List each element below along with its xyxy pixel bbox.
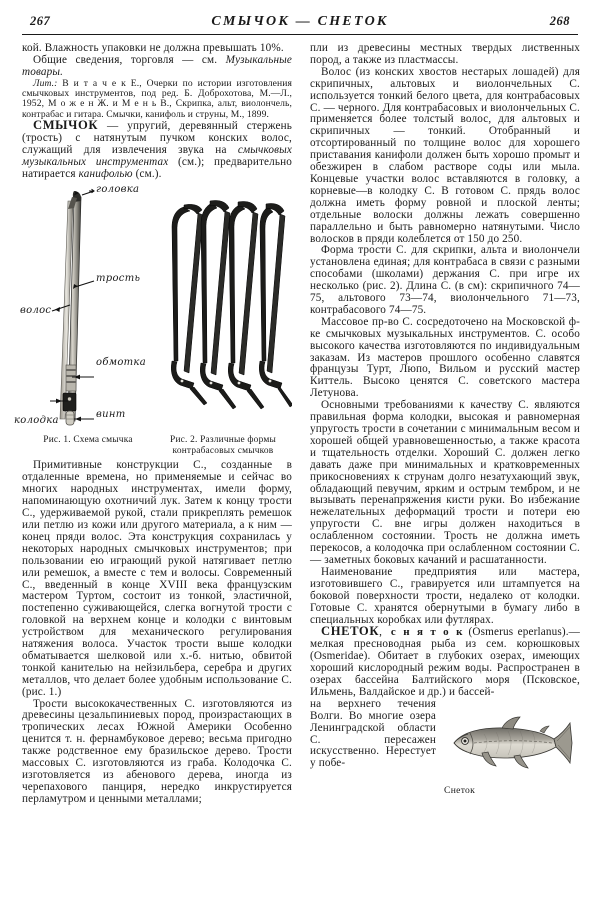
label-bow-frog: колодка — [14, 415, 59, 427]
paragraph-snetok-tail: на верхнего течения Волги. Во многие озера Ленинградской области С. пересажен искусственно. Нерестует у побе- — [310, 697, 436, 770]
fish-caption: Снеток — [444, 784, 476, 796]
header-rule — [22, 34, 578, 35]
label-bow-screw: винт — [96, 409, 126, 421]
label-bow-winding: обмотка — [96, 357, 146, 369]
paragraph-hair: Волос (из конских хвостов нестарых лошадей) для скрипичных, альтовых и виолончельных С. используется тонкий белого цвета, для контрабасовых С. — черного. Для контрабасовых и виолончельных С. применяется более толстый волос, для альтовых и скрипичных — тонкий. Отобранный и отсортированный по толщине волос для хорошего приставания канифоли должен быть хорошо промыт и обезжирен в слабом растворе соды или мыла. Концевые участки волос вставляются в головку, а корневые—в колодку С. В готовом С. прядь волос должна иметь форму ровной и плоской ленты; отдельные волоски должны лежать совершенно параллельно и быть равномерно натянутыми. Число волосков в пряди колеблется от 150 до 250. — [310, 65, 580, 245]
entry-body-2: (см.); предварительно натирается — [22, 155, 292, 180]
tail-row — [310, 699, 580, 796]
figure-captions — [22, 435, 292, 456]
general-info-crossref: Музыкальные товары. — [22, 53, 292, 78]
entry-body-1: — упругий, деревянный стержень (трость) с натянутым пучком конских волос, служащий для извлечения звука на — [22, 119, 292, 156]
column-container — [14, 42, 581, 806]
figure-1-caption: Рис. 1. Схема смычка — [43, 435, 133, 446]
entry-crossref-rosin: канифолью — [78, 167, 133, 180]
figure-2-caption: Рис. 2. Различные формы контрабасовых смычков — [170, 435, 276, 456]
general-info-lead: Общие сведения, торговля — см. — [33, 53, 226, 66]
label-bow-stick: трость — [96, 273, 141, 285]
figure-1-bow-diagram — [14, 184, 162, 433]
paragraph-sticks-material: Трости высококачественных С. изготовляются из древесины цезальпиниевых пород, произрастающих в тропических лесах Южной Америки Особенно ценится т. н. фернамбуковое дерево; весьма пригодно также родственное ему бразильское дерево. Трости массовых С. изготовляются из граба. Колодочка С. изготовляется из абенового дерева, иногда из черепахового панциря, нередко инкрустируется перламутром и ценными металлами; — [22, 697, 292, 805]
contrabass-bows-svg — [164, 193, 292, 433]
entry-headword-variant: с н я т о к — [390, 626, 465, 639]
entry-snetok-body: мелкая пресноводная рыба из сем. корюшковых (Osmeridae). Обитает в глубоких озерах, имеющих хороший кислородный режим воды. Распространен в озерах бассейна Балтийского моря (Псковское, Ильмень, Валдайское и др.) и бассей- — [310, 638, 580, 698]
paragraph-mass-production: Массовое пр-во С. сосредоточено на Московской ф-ке смычковых музыкальных инструментов. С. особо высокого качества изготовляются по индивидуальным заказам. Из мастеров прошлого особенно славятся французы Турт, Люпо, Вильом и русский мастер Киттель. Высоко ценятся С. советского мастера Летунова. — [310, 315, 580, 400]
label-bow-hair: волос — [20, 305, 52, 317]
left-column — [14, 42, 292, 806]
bibliography-note — [22, 79, 292, 120]
entry-smychok — [22, 117, 292, 181]
entry-headword-smychok: СМЫЧОК — [33, 117, 99, 132]
folio-right: 268 — [549, 14, 570, 28]
entry-headword-snetok: СНЕТОК — [321, 624, 380, 639]
paragraph-quality-requirements: Основными требованиями к качеству С. являются правильная форма колодки, высокая и равномерная упругость трости в сочетании с минимальным весом и хорошей общей уравновешенностью, а также красота и тщательность отделки. Хороший С. должен легко давать даже при минимальных и кратковременных прикосновениях к струнам долго незатухающий звук, обладающий певучим, ярким и острым тембром, и не вызывать перенапряжения кисти руки. Во избежание нежелательных деформаций трости и потери ею упругости С. вне игры должен находиться в ослабленном состоянии. Трость не должна иметь перекосов, а колодочка при ослабленном состоянии С. — заметных боковых качаний и расшатанности. — [310, 399, 580, 566]
figure-2-contrabass-bows — [164, 193, 292, 433]
label-bow-head: головка — [96, 184, 140, 196]
figure-block — [14, 184, 292, 456]
page-title: СМЫЧОК — СНЕТОК — [211, 14, 389, 29]
paragraph-general-info — [22, 55, 292, 79]
figure-fish — [444, 699, 578, 796]
right-column — [310, 43, 580, 796]
paragraph-continuation: кой. Влажность упаковки не должна превышать 10%. — [22, 42, 284, 54]
paragraph-stick-form: Форма трости С. для скрипки, альта и виолончели установлена единая; для контрабаса в связи с разными способами (школами) держания С. при игре их несколько (рис. 2). Длина С. (в см): скрипичного 74—75, альтового 73—74, виолончельного 71—73, контрабасового 74—75. — [310, 244, 580, 316]
running-head — [22, 14, 578, 34]
bibliography-label: Лит.: — [33, 77, 58, 89]
smelt-fish-svg — [444, 709, 578, 775]
entry-latin-name: (Osmerus eperlanus).— — [468, 626, 581, 639]
paragraph-continuation-right: пли из древесины местных твердых лиственных пород, а также из пластмассы. — [310, 42, 580, 66]
entry-crossref-instruments: смычковых музыкальных инструментах — [22, 143, 292, 168]
paragraph-primitive-designs: Примитивные конструкции С., созданные в отдаленные времена, но применяемые и сейчас во многих народных инструментах, имели форму, напоминающую охотничий лук. Затем к концу трости С., удерживаемой рукой, стали прикреплять ремешок или петлю из кожи или другого материала, а к ним — конец пряди волос. Эта конструкция сохранилась у некоторых народных смычковых инструментов; при пользовании ею играющий рукой натягивает петлю или ремешок, а вместе с тем и волосы. Современный С., введенный в конце XVIII века французским мастером Туртом, состоит из тонкой, эластичной, постепенно суживающейся, слегка вогнутой трости с головкой на верхнем конце и колодки с винтовым устройством для механического регулирования натяжения волоса. Участок трости выше колодки обматывается шелковой или х.-б. нитью, обвитой тонкой канителью на нейзильбера, серебра и других металлов, что делает более удобным использование С. (рис. 1.) — [22, 459, 292, 698]
entry-snetok: СНЕТОК, с н я т о к (Osmerus eperlanus).—мелкая пресноводная рыба из сем. корюшковых (Osmeridae). Обитает в глубоких озерах, имеющих хороший кислородный режим воды. Распространен в озерах бассейна Балтийского моря (Псковское, Ильмень, Валдайское и др.) и бассей- — [310, 624, 581, 698]
entry-body-3: (см.). — [132, 167, 162, 180]
folio-left: 267 — [30, 14, 51, 28]
bibliography-body: В и т а ч е к Е., Очерки по истории изготовления смычковых инструментов, под ред. Б. Доброхотова, М.—Л., 1952, М о ж е н Ж. и М е н ь В., Скрипка, альт, виолончель, контрабас и гитара. Смычки, канифоль и струны, М., 1899. — [22, 77, 292, 120]
paragraph-marking-storage: Наименование предприятия или мастера, изготовившего С., гравируется или штампуется на боковой поверхности трости, недалеко от колодки. Готовые С. хранятся обернутыми в бумагу либо в специальных коробках или футлярах. — [310, 565, 580, 626]
